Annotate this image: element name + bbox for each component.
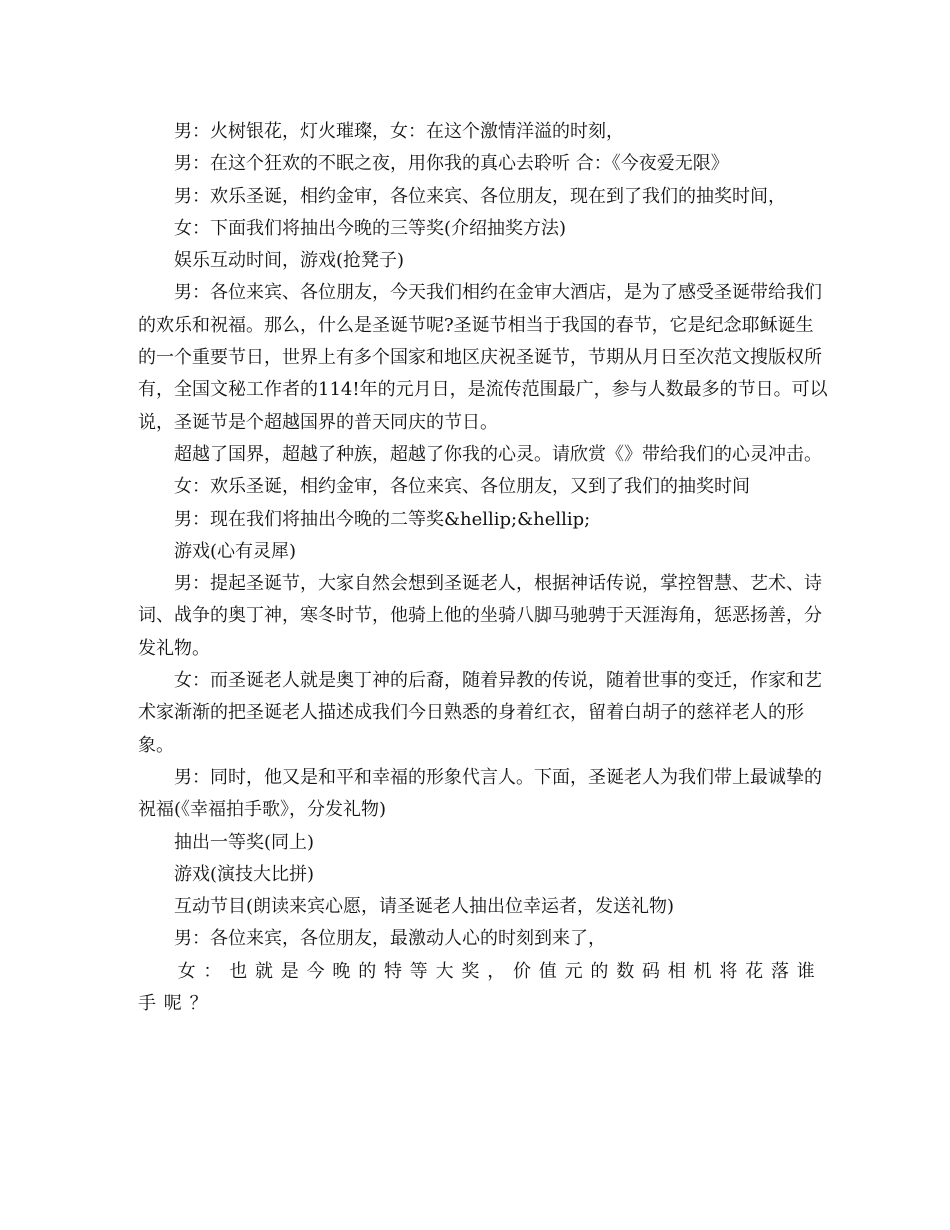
document-body [138,116,828,1020]
paragraph-8: 女：欢乐圣诞，相约金审，各位来宾、各位朋友，又到了我们的抽奖时间 [174,476,750,498]
paragraph-13: 男：同时，他又是和平和幸福的形象代言人。下面，圣诞老人为我们带上最诚挚的祝福(《幸福拍手歌》，分发礼物) [138,766,822,821]
paragraph-18: 女：也就是今晚的特等大奖，价值元的数码相机将花落谁手呢？ [138,960,823,1015]
paragraph-17: 男：各位来宾，各位朋友，最激动人心的时刻到来了， [174,928,606,950]
paragraph-15: 游戏(演技大比拼) [174,863,315,885]
paragraph-7: 超越了国界，超越了种族，超越了你我的心灵。请欣赏《》带给我们的心灵冲击。 [174,443,822,465]
paragraph-12: 女：而圣诞老人就是奥丁神的后裔，随着异教的传说，随着世事的变迁，作家和艺术家渐渐的把圣诞老人描述成我们今日熟悉的身着红衣，留着白胡子的慈祥老人的形象。 [138,670,822,756]
paragraph-2: 男：在这个狂欢的不眠之夜，用你我的真心去聆听 合：《今夜爱无限》 [174,153,729,175]
paragraph-9: 男：现在我们将抽出今晚的二等奖&hellip;&hellip; [174,508,591,530]
paragraph-4: 女：下面我们将抽出今晚的三等奖(介绍抽奖方法) [174,217,567,239]
paragraph-6: 男：各位来宾、各位朋友，今天我们相约在金审大酒店，是为了感受圣诞带给我们的欢乐和祝福。那么，什么是圣诞节呢?圣诞节相当于我国的春节，它是纪念耶稣诞生的一个重要节日，世界上有多个国家和地区庆祝圣诞节，节期从月日至次范文搜版权所有，全国文秘工作者的114!年的元月日，是流传范围最广，参与人数最多的节日。可以说，圣诞节是个超越国界的普天同庆的节日。 [138,282,828,433]
paragraph-3: 男：欢乐圣诞，相约金审，各位来宾、各位朋友，现在到了我们的抽奖时间， [174,185,786,207]
paragraph-11: 男：提起圣诞节，大家自然会想到圣诞老人，根据神话传说，掌控智慧、艺术、诗词、战争的奥丁神，寒冬时节，他骑上他的坐骑八脚马驰骋于天涯海角，惩恶扬善，分发礼物。 [138,573,822,659]
paragraph-1: 男：火树银花，灯火璀璨，女：在这个激情洋溢的时刻， [174,121,624,142]
paragraph-16: 互动节目(朗读来宾心愿，请圣诞老人抽出位幸运者，发送礼物) [174,896,675,918]
paragraph-5: 娱乐互动时间，游戏(抢凳子) [174,250,405,272]
paragraph-14: 抽出一等奖(同上) [174,831,315,853]
paragraph-10: 游戏(心有灵犀) [174,540,297,562]
